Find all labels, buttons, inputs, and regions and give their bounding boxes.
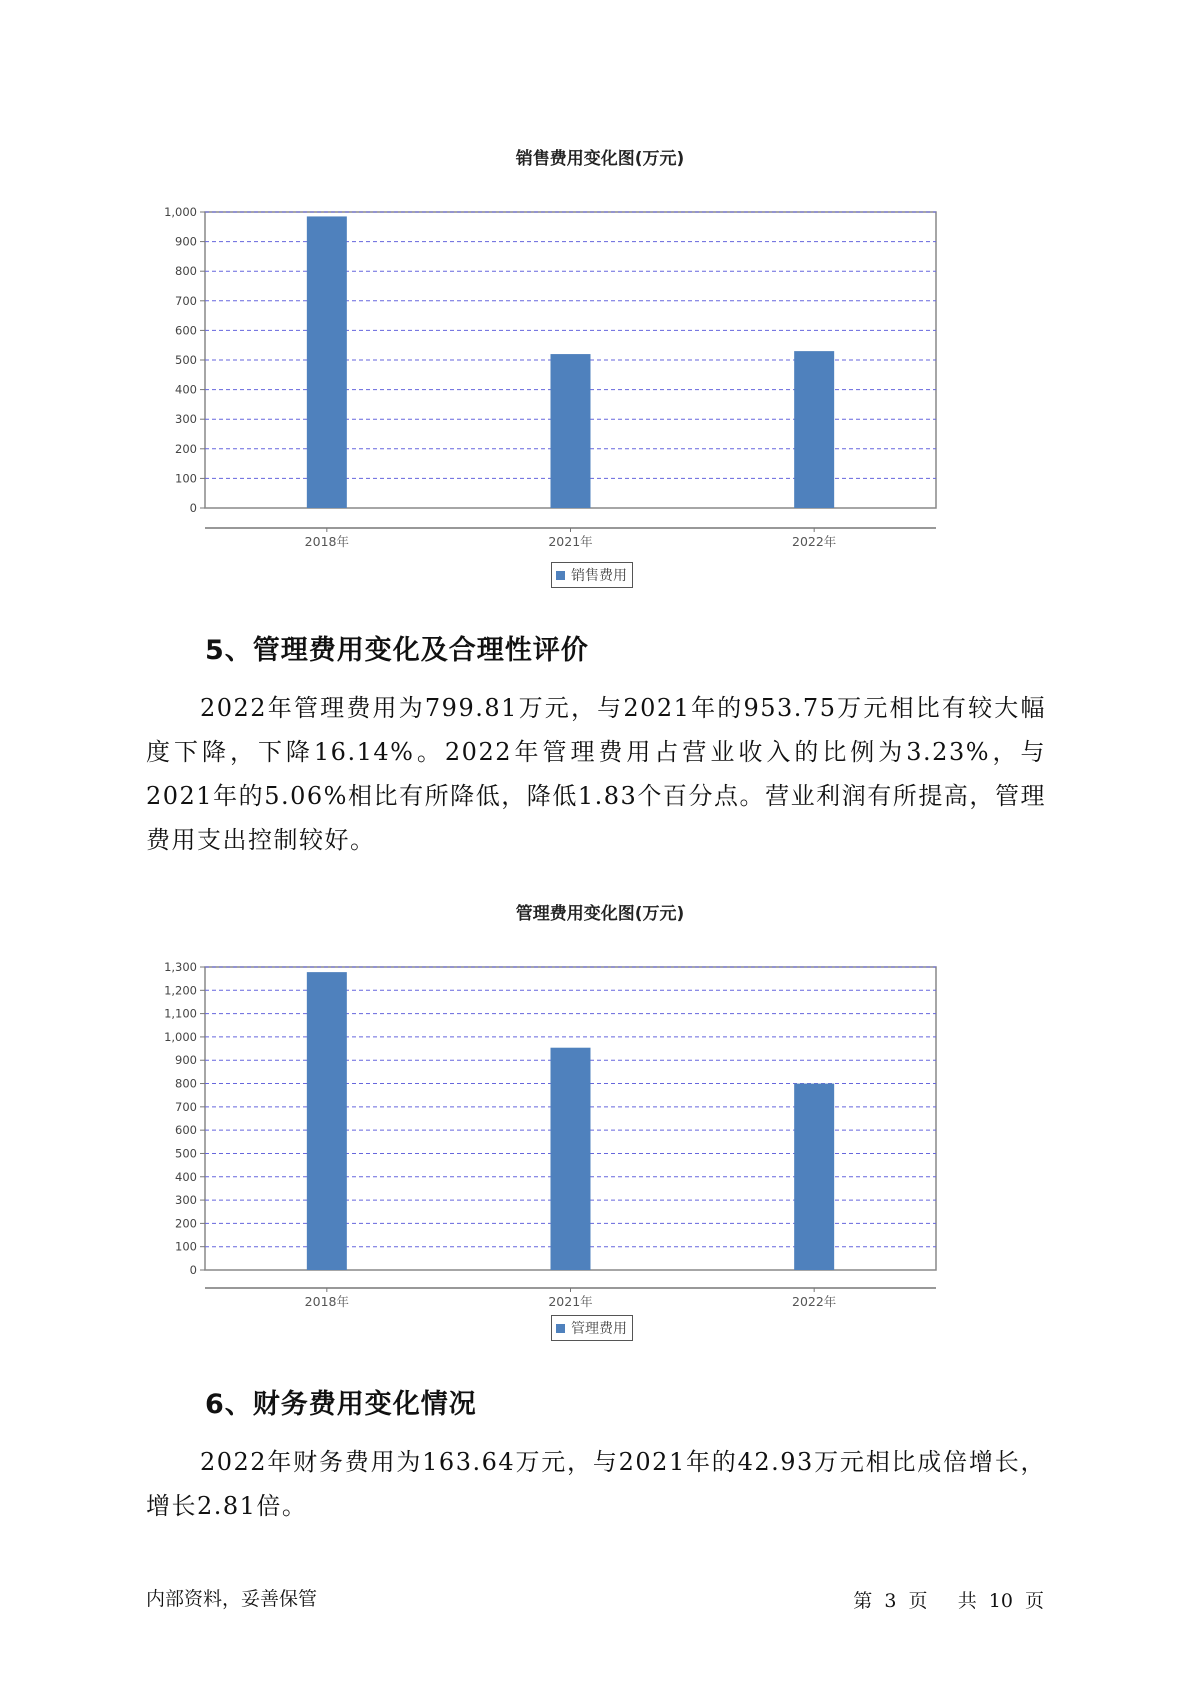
section-5-paragraph: 2022年管理费用为799.81万元，与2021年的953.75万元相比有较大幅度下降，下降16.14%。2022年管理费用占营业收入的比例为3.23%，与2021年的5.06%相比有所降低，降低1.83个百分点。营业利润有所提高，管理费用支出控制较好。: [146, 694, 1046, 854]
y-tick-label: 600: [175, 1123, 197, 1138]
page-prefix: 第: [853, 1590, 873, 1612]
y-tick-label: 500: [175, 353, 197, 367]
bar: [307, 216, 347, 508]
legend-label: 管理费用: [571, 1321, 627, 1337]
page-suffix: 页: [908, 1590, 928, 1612]
sales-expense-chart: [164, 140, 1030, 584]
chart-title: 销售费用变化图(万元): [515, 149, 685, 169]
bar: [794, 1084, 834, 1270]
y-tick-label: 1,000: [164, 205, 197, 219]
y-tick-label: 200: [175, 441, 197, 456]
y-tick-label: 0: [189, 1263, 197, 1277]
section-5-heading: 5、管理费用变化及合理性评价: [205, 635, 589, 666]
y-tick-label: 800: [175, 1076, 197, 1091]
y-tick-label: 700: [175, 293, 197, 308]
y-tick-label: 100: [175, 1239, 197, 1254]
y-tick-label: 800: [175, 264, 197, 279]
admin-expense-chart-svg: [164, 933, 1030, 1318]
total-prefix: 共: [957, 1590, 977, 1612]
y-tick-label: 400: [175, 382, 197, 397]
footer-confidential-note: 内部资料，妥善保管: [146, 1588, 318, 1610]
y-tick-label: 400: [175, 1169, 197, 1184]
bar: [551, 1048, 591, 1270]
chart-legend: [551, 1315, 633, 1341]
x-tick-label: 2022年: [792, 534, 837, 549]
sales-expense-chart-svg: [164, 180, 1030, 560]
y-tick-label: 1,000: [164, 1029, 197, 1044]
page-number: 3: [884, 1590, 897, 1612]
chart-legend: [551, 562, 633, 588]
y-tick-label: 1,100: [164, 1006, 197, 1021]
total-pages: 10: [988, 1590, 1013, 1612]
legend-label: 销售费用: [571, 568, 627, 584]
y-tick-label: 200: [175, 1216, 197, 1231]
x-tick-label: 2018年: [304, 1294, 349, 1309]
bar: [307, 972, 347, 1270]
chart-title: 管理费用变化图(万元): [515, 904, 685, 924]
section-6-paragraph: 2022年财务费用为163.64万元，与2021年的42.93万元相比成倍增长，增长2.81倍。: [146, 1448, 1046, 1520]
total-suffix: 页: [1024, 1590, 1044, 1612]
x-tick-label: 2021年: [548, 1294, 593, 1309]
y-tick-label: 900: [175, 1053, 197, 1068]
legend-swatch: [556, 571, 565, 580]
bar: [551, 354, 591, 508]
footer-page-number: [850, 1586, 1047, 1613]
x-tick-label: 2022年: [792, 1294, 837, 1309]
y-tick-label: 1,300: [164, 960, 197, 974]
y-tick-label: 500: [175, 1146, 197, 1161]
y-tick-label: 300: [175, 412, 197, 427]
bar: [794, 351, 834, 508]
y-tick-label: 100: [175, 471, 197, 486]
x-tick-label: 2018年: [304, 534, 349, 549]
y-tick-label: 900: [175, 234, 197, 249]
y-tick-label: 700: [175, 1099, 197, 1114]
y-tick-label: 600: [175, 323, 197, 338]
section-6-heading: 6、财务费用变化情况: [205, 1389, 477, 1420]
admin-expense-chart: [164, 895, 1030, 1337]
x-tick-label: 2021年: [548, 534, 593, 549]
legend-swatch: [556, 1324, 565, 1333]
y-tick-label: 300: [175, 1193, 197, 1208]
y-tick-label: 1,200: [164, 983, 197, 998]
y-tick-label: 0: [189, 501, 197, 515]
